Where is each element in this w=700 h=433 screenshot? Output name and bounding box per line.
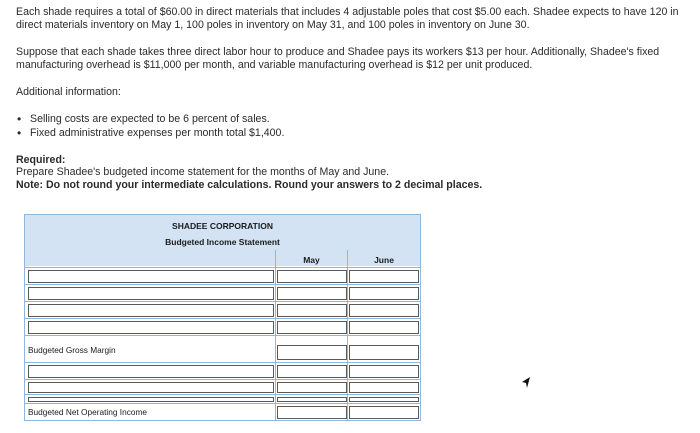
june-amount-input[interactable] bbox=[349, 397, 419, 402]
additional-info-list bbox=[16, 113, 284, 140]
required-heading: Required: bbox=[16, 154, 66, 166]
company-name: SHADEE CORPORATION bbox=[172, 221, 273, 231]
row-label: Budgeted Gross Margin bbox=[28, 345, 116, 355]
table-row bbox=[25, 284, 420, 301]
table-row bbox=[25, 318, 420, 335]
june-amount-input[interactable] bbox=[349, 270, 419, 283]
june-amount-input[interactable] bbox=[349, 345, 419, 360]
table-row bbox=[25, 403, 420, 420]
label-column-header bbox=[25, 250, 275, 266]
column-may-label: May bbox=[303, 255, 320, 265]
table-row bbox=[25, 362, 420, 379]
may-amount-input[interactable] bbox=[277, 397, 347, 402]
row-label-input[interactable] bbox=[28, 397, 274, 402]
row-label-input[interactable] bbox=[28, 270, 274, 283]
table-row bbox=[25, 267, 420, 284]
may-amount-input[interactable] bbox=[277, 321, 347, 334]
may-amount-input[interactable] bbox=[277, 406, 347, 419]
statement-title: Budgeted Income Statement bbox=[165, 237, 280, 247]
additional-info-heading: Additional information: bbox=[16, 86, 121, 98]
required-text: Prepare Shadee's budgeted income statement for the months of May and June. bbox=[16, 166, 390, 178]
may-amount-input[interactable] bbox=[277, 304, 347, 317]
may-amount-input[interactable] bbox=[277, 365, 347, 378]
may-amount-input[interactable] bbox=[277, 270, 347, 283]
list-item: • Selling costs are expected to be 6 percent of sales. bbox=[16, 113, 284, 127]
row-label-input[interactable] bbox=[28, 321, 274, 334]
row-label-input[interactable] bbox=[28, 287, 274, 300]
list-item: • Fixed administrative expenses per month total $1,400. bbox=[16, 127, 284, 141]
june-amount-input[interactable] bbox=[349, 287, 419, 300]
june-amount-input[interactable] bbox=[349, 304, 419, 317]
row-label: Budgeted Net Operating Income bbox=[28, 407, 147, 417]
table-row bbox=[25, 379, 420, 394]
row-label-input[interactable] bbox=[28, 304, 274, 317]
table-row bbox=[25, 301, 420, 318]
june-amount-input[interactable] bbox=[349, 382, 419, 393]
june-amount-input[interactable] bbox=[349, 321, 419, 334]
column-june-label: June bbox=[374, 255, 394, 265]
mouse-pointer-icon bbox=[520, 376, 532, 390]
income-statement-table bbox=[24, 214, 421, 421]
june-amount-input[interactable] bbox=[349, 365, 419, 378]
june-amount-input[interactable] bbox=[349, 406, 419, 419]
table-row bbox=[25, 335, 420, 362]
may-amount-input[interactable] bbox=[277, 382, 347, 393]
table-row bbox=[25, 394, 420, 403]
rounding-note: Note: Do not round your intermediate calculations. Round your answers to 2 decimal places. bbox=[16, 179, 483, 191]
row-label-input[interactable] bbox=[28, 382, 274, 393]
problem-paragraph-2: Suppose that each shade takes three direct labor hour to produce and Shadee pays its workers $13 per hour. Additionally, Shadee's fixed manufacturing overhead is $11,000 per month, and variable manufacturing overhead is $12 per unit produced. bbox=[16, 46, 660, 71]
row-label-input[interactable] bbox=[28, 365, 274, 378]
problem-paragraph-1: Each shade requires a total of $60.00 in direct materials that includes 4 adjustable poles that cost $5.00 each. Shadee expects to have 120 in direct materials inventory on May 1, 100 poles in inventory on May 31, and 100 poles in inventory on June 30. bbox=[16, 6, 679, 31]
may-amount-input[interactable] bbox=[277, 345, 347, 360]
may-amount-input[interactable] bbox=[277, 287, 347, 300]
